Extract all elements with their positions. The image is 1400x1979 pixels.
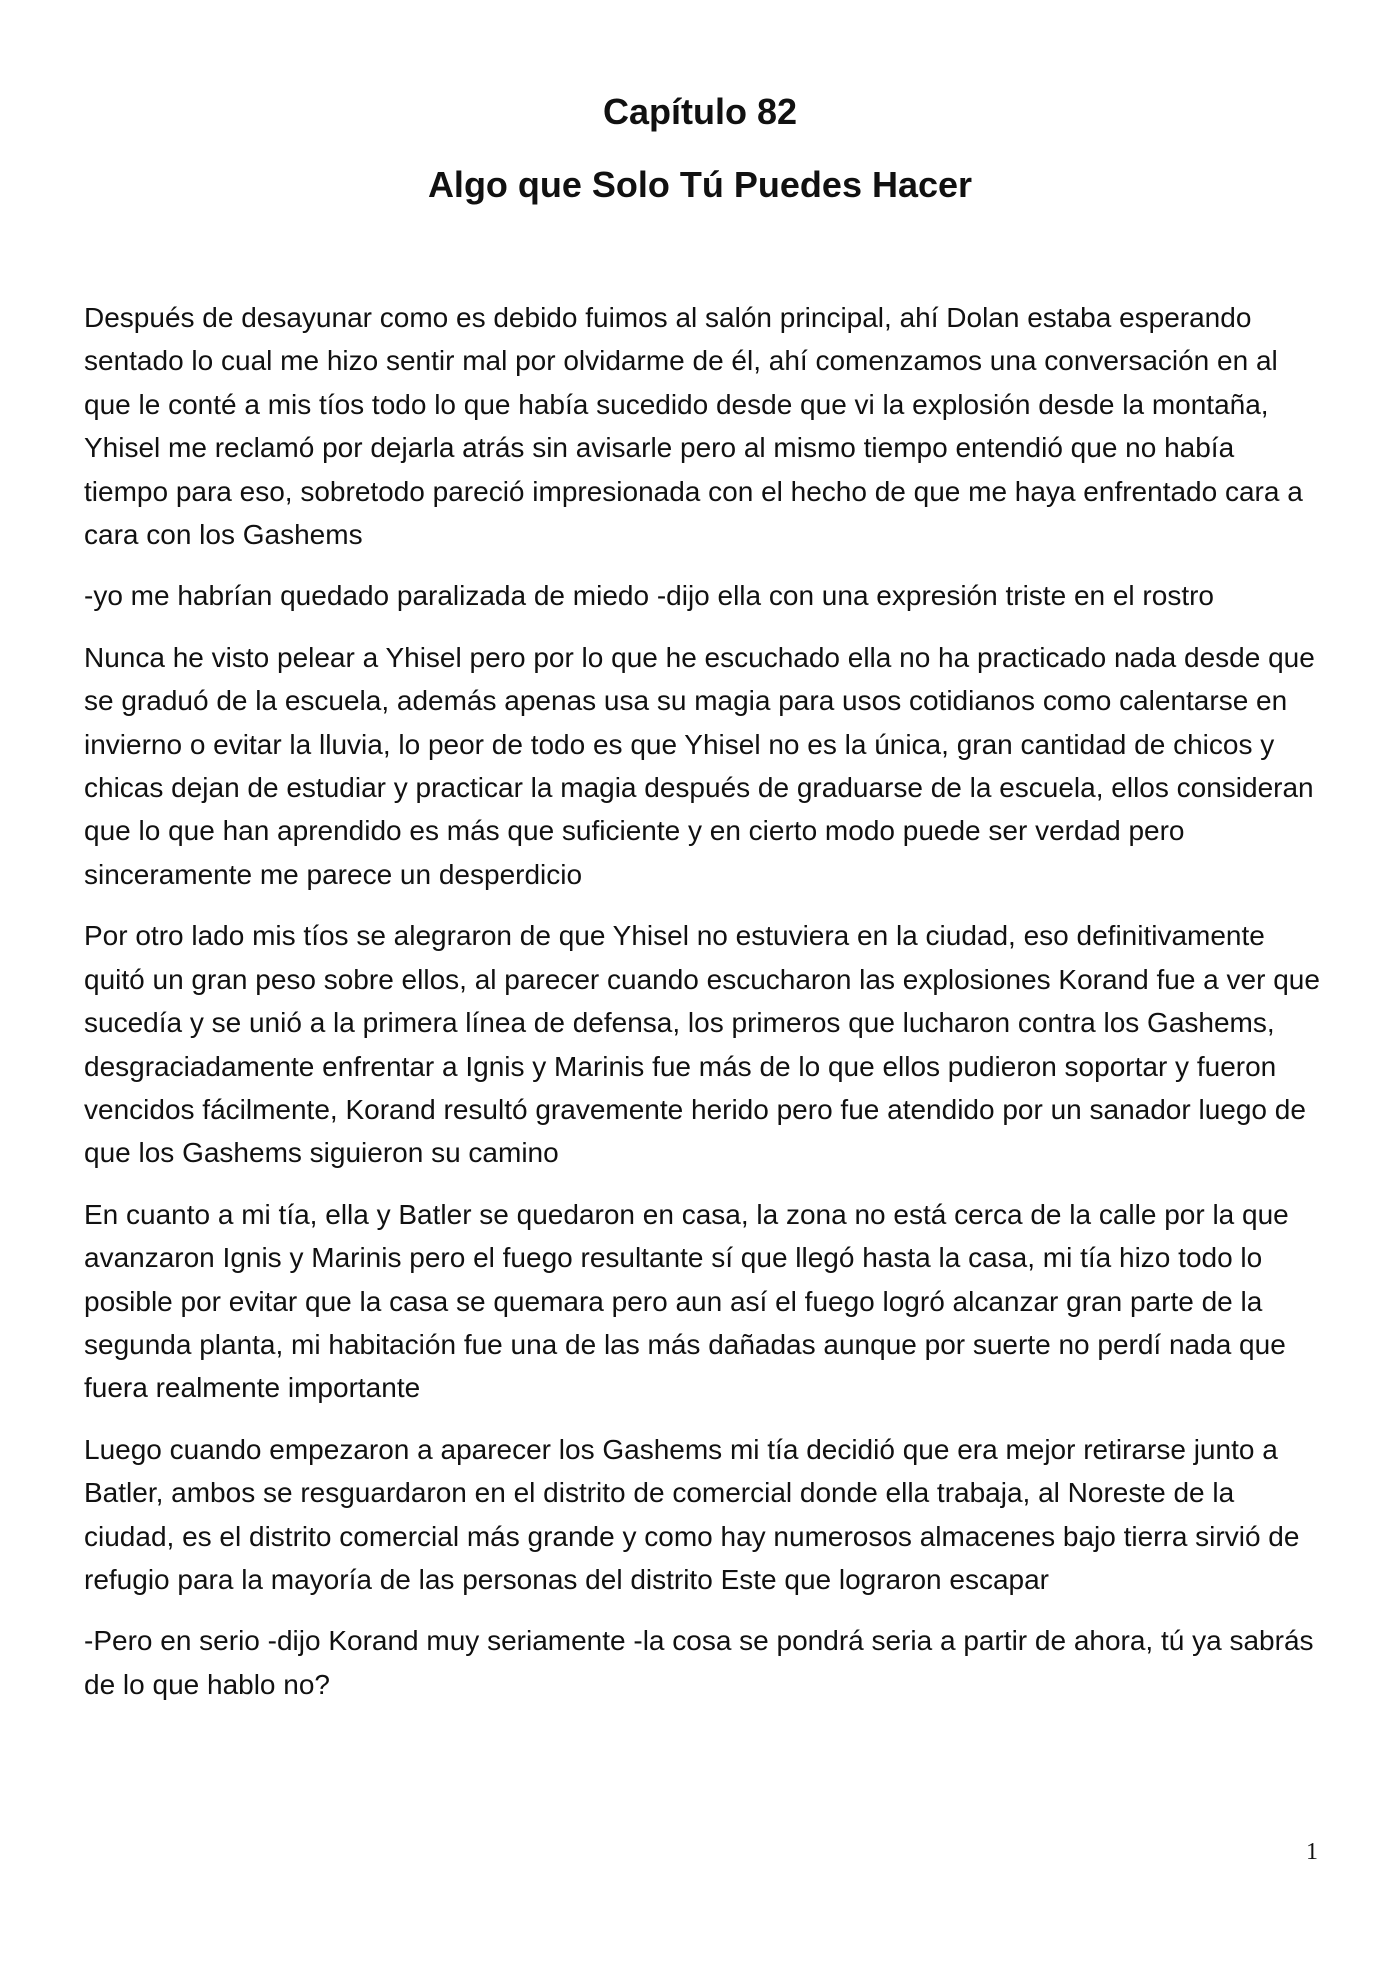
page-number: 1 [1306, 1839, 1318, 1865]
chapter-subtitle: Algo que Solo Tú Puedes Hacer [427, 164, 973, 205]
chapter-title: Capítulo 82 [602, 91, 798, 132]
chapter-body [84, 296, 1324, 1724]
paragraph: Por otro lado mis tíos se alegraron de que Yhisel no estuviera en la ciudad, eso definitivamente quitó un gran peso sobre ellos, al parecer cuando escucharon las explosiones Korand fue a ver que sucedía y se unió a la primera línea de defensa, los primeros que lucharon contra los Gashems, desgraciadamente enfrentar a Ignis y Marinis fue más de lo que ellos pudieron soportar y fueron vencidos fácilmente, Korand resultó gravemente herido pero fue atendido por un sanador luego de que los Gashems siguieron su camino [84, 920, 1320, 1169]
paragraph: Nunca he visto pelear a Yhisel pero por lo que he escuchado ella no ha practicado nada desde que se graduó de la escuela, además apenas usa su magia para usos cotidianos como calentarse en invierno o evitar la lluvia, lo peor de todo es que Yhisel no es la única, gran cantidad de chicos y chicas dejan de estudiar y practicar la magia después de graduarse de la escuela, ellos consideran que lo que han aprendido es más que suficiente y en cierto modo puede ser verdad pero sinceramente me parece un desperdicio [84, 641, 1315, 890]
paragraph: -yo me habrían quedado paralizada de miedo -dijo ella con una expresión triste en el rostro [84, 580, 1215, 612]
paragraph: Después de desayunar como es debido fuimos al salón principal, ahí Dolan estaba esperando sentado lo cual me hizo sentir mal por olvidarme de él, ahí comenzamos una conversación en al que le conté a mis tíos todo lo que había sucedido desde que vi la explosión desde la montaña, Yhisel me reclamó por dejarla atrás sin avisarle pero al mismo tiempo entendió que no había tiempo para eso, sobretodo pareció impresionada con el hecho de que me haya enfrentado cara a cara con los Gashems [84, 302, 1303, 551]
paragraph: En cuanto a mi tía, ella y Batler se quedaron en casa, la zona no está cerca de la calle por la que avanzaron Ignis y Marinis pero el fuego resultante sí que llegó hasta la casa, mi tía hizo todo lo posible por evitar que la casa se quemara pero aun así el fuego logró alcanzar gran parte de la segunda planta, mi habitación fue una de las más dañadas aunque por suerte no perdí nada que fuera realmente importante [84, 1198, 1289, 1404]
paragraph: Luego cuando empezaron a aparecer los Gashems mi tía decidió que era mejor retirarse junto a Batler, ambos se resguardaron en el distrito de comercial donde ella trabaja, al Noreste de la ciudad, es el distrito comercial más grande y como hay numerosos almacenes bajo tierra sirvió de refugio para la mayoría de las personas del distrito Este que lograron escapar [84, 1433, 1300, 1595]
paragraph: -Pero en serio -dijo Korand muy seriamente -la cosa se pondrá seria a partir de ahora, tú ya sabrás de lo que hablo no? [84, 1625, 1314, 1700]
